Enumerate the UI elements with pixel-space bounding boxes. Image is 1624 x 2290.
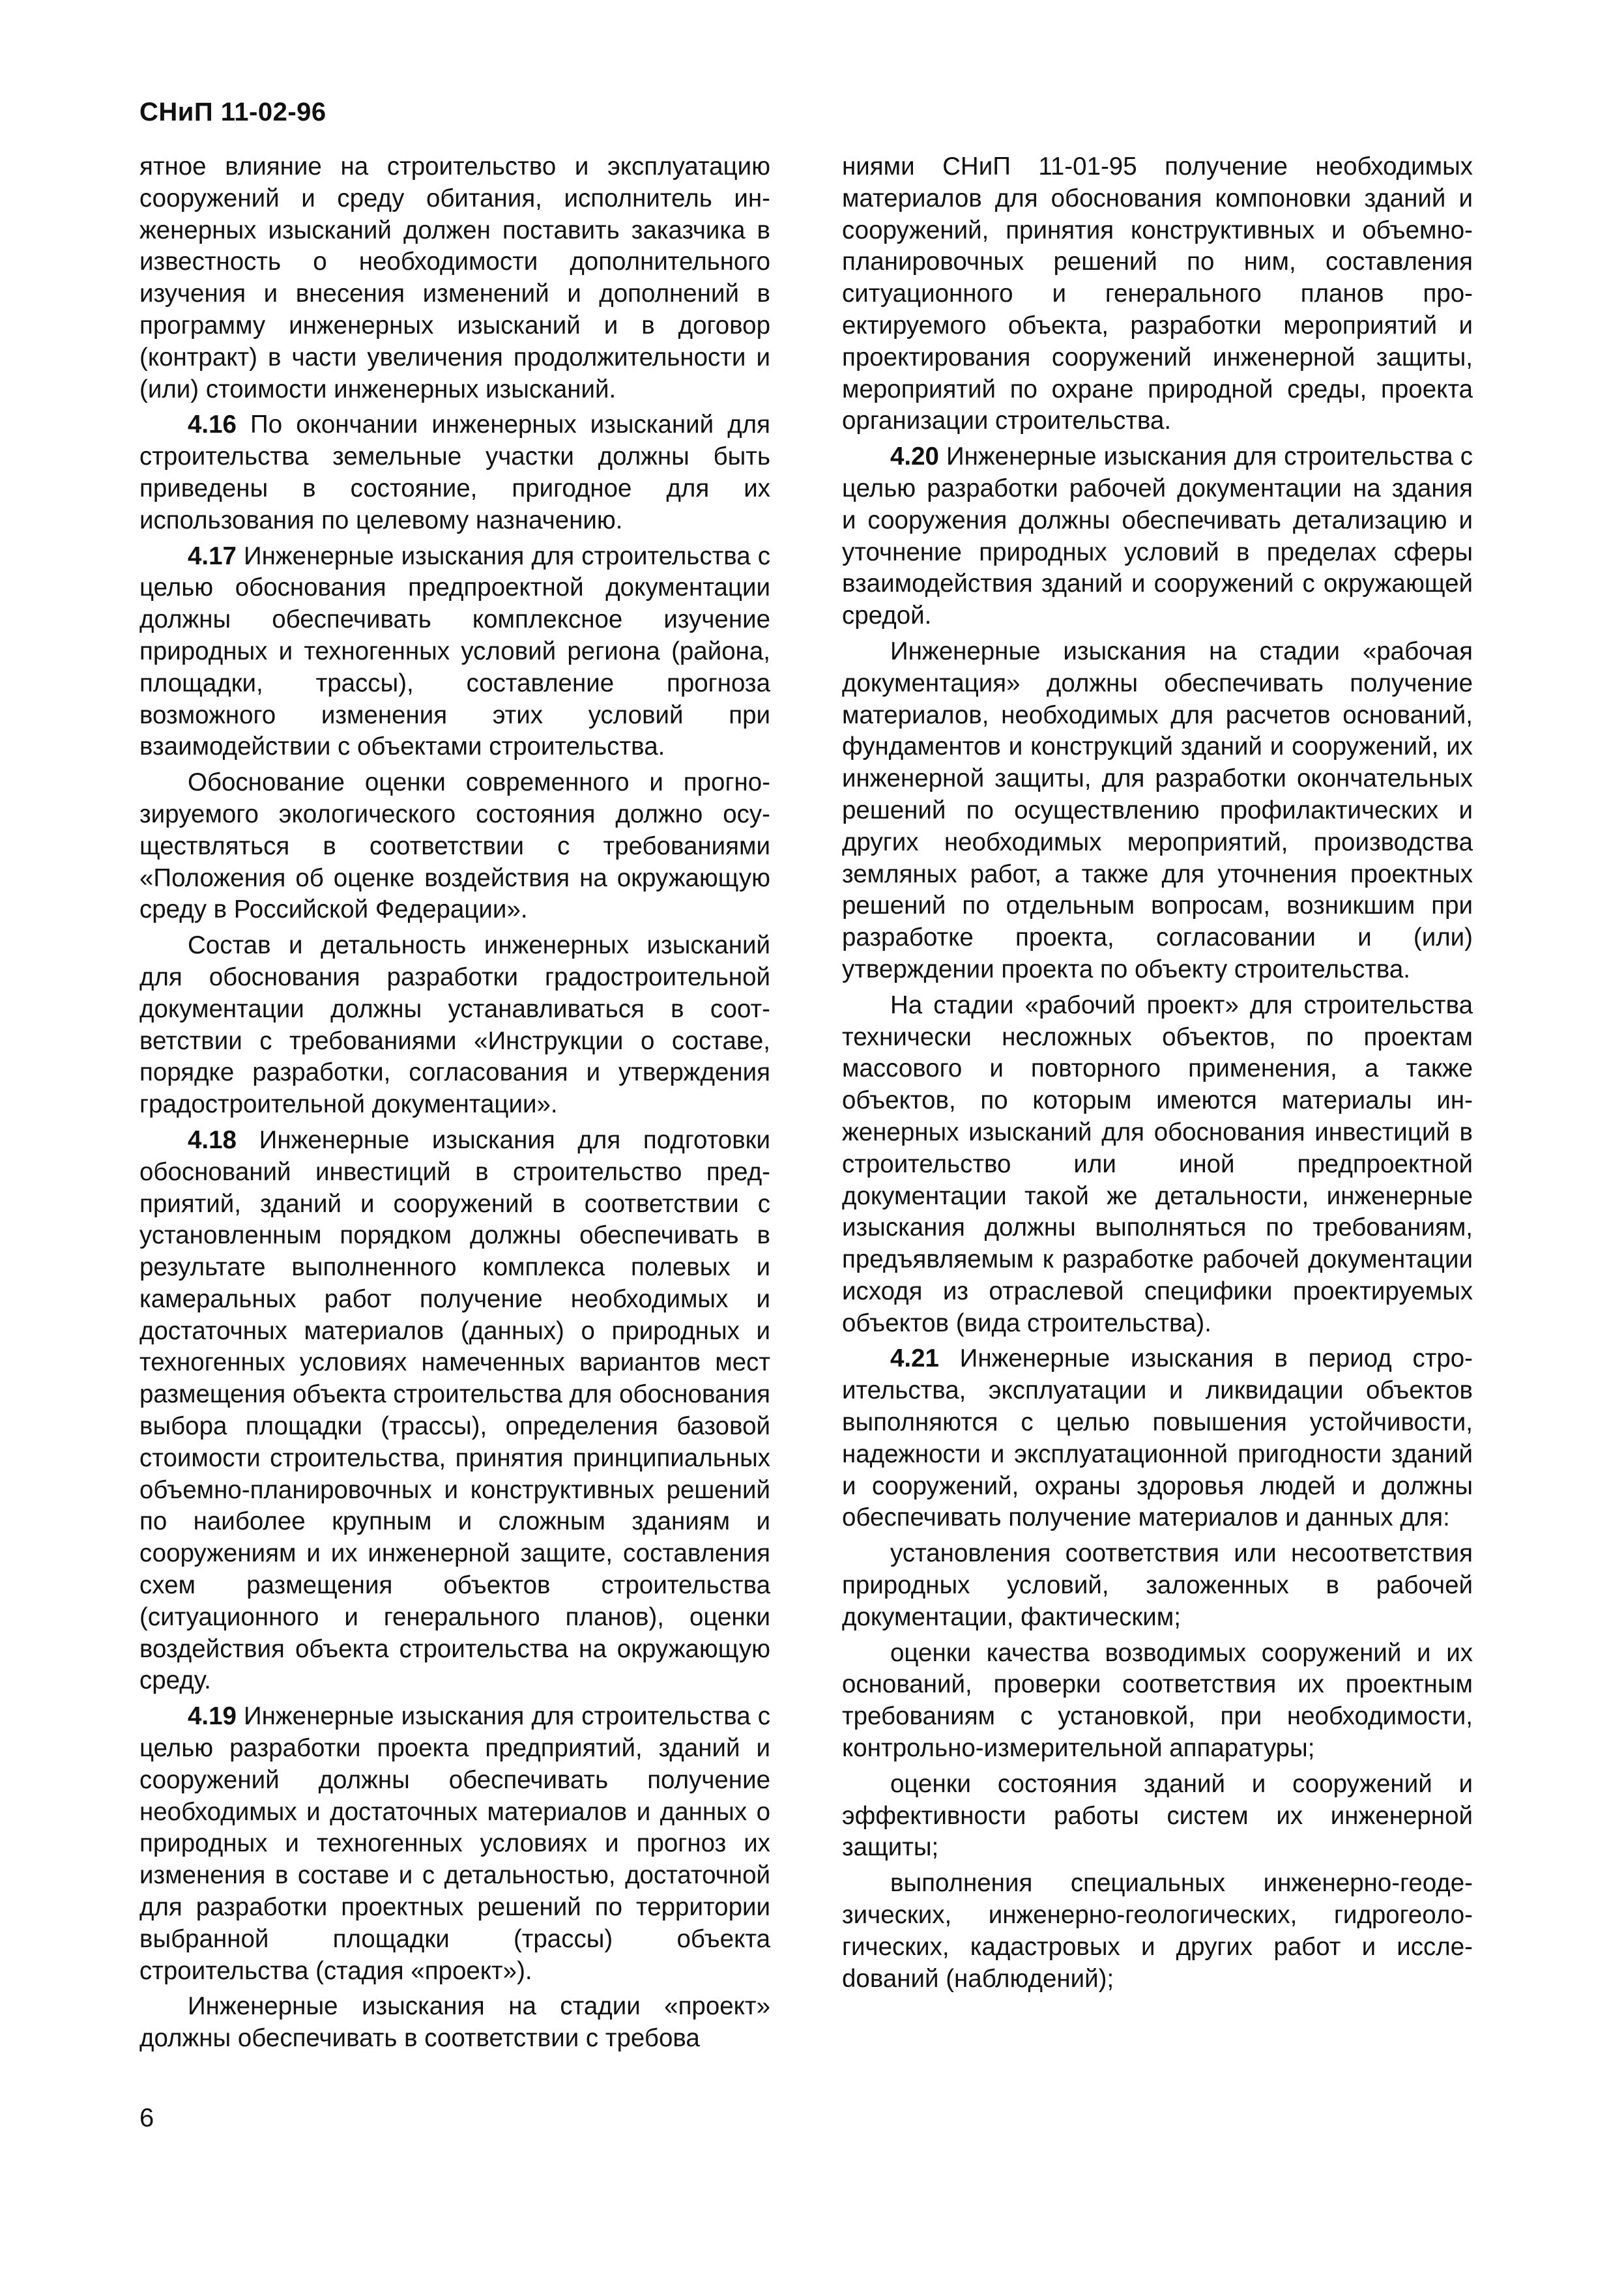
clause-text: Инженерные изыскания для строительства с целью разработки проекта предприятий, зданий и сооружений должны обеспечивать получение необходимых и достаточных материалов и данных о природных и техногенных условиях и прогноз их изменения в составе и с детальностью, достаточной для разработки проектных решений по территории выбранной площадки (трассы) объекта строительства (стадия «проект»).: [139, 1702, 770, 1985]
clause-text: Инженерные изыскания для строительства с целью обоснования предпроектной документации должны обеспечивать комплексное изучение природных и техногенных условий региона (района, площадки, трассы), составление прогноза возможного изменения этих условий при взаимодействии с объектами строительства.: [139, 542, 770, 761]
list-item: выполнения специальных инженерно-геодезических, инженерно-геологических, гидрогеологических, кадастровых и других работ и исслеdований (наблюдений);: [842, 1869, 1473, 1993]
clause-4-16: [139, 409, 770, 536]
clause-text: Инженерные изыскания для подготовки обоснований инвестиций в строительство предприятий, зданий и сооружений в соответствии с установленным порядком должны обеспечивать в результате выполненного комплекса полевых и камеральных работ получение необходимых и достаточных материалов (данных) о природных и техногенных условиях намеченных вариантов мест размещения объекта строительства для обоснования выбора площадки (трассы), определения базовой стоимости строительства, принятия принципиальных объемно-планировочных и конструктивных решений по наиболее крупным и сложным зданиям и сооружениям и их инженерной защите, составления схем размещения объектов строительства (ситуационного и генерального планов), оценки воздействия объекта строительства на окружающую среду.: [139, 1125, 770, 1695]
page-number: 6: [139, 2104, 154, 2132]
clause-4-21: [842, 1343, 1473, 1534]
paragraph-working-docs: Инженерные изыскания на стадии «рабочая документация» должны обеспечивать получение материалов, необходимых для расчетов оснований, фундаментов и конструкций зданий и сооружений, их инженерной защиты, для разработки окончательных решений по осуществлению профилактических и других необходимых мероприятий, производства земляных работ, а также для уточнения проектных решений по отдельным вопросам, возникшим при разработке проекта, согласовании и (или) утверждении проекта по объекту строительства.: [842, 637, 1473, 983]
clause-4-19: [139, 1701, 770, 1987]
paragraph-continued: ниями СНиП 11-01-95 получение необходимых материалов для обоснования компоновки зданий и сооружений, принятия конструктивных и объемно-планировочных решений по ним, составления ситуационного и генерального планов проектируемого объекта, разработки мероприятий и проектирования сооружений инженерной защиты, мероприятий по охране природной среды, проекта организации строительства.: [842, 152, 1473, 435]
list-item: оценки качества возводимых сооружений и их оснований, проверки соответствия их проектным требованиям с установкой, при необходимости, контрольно-измерительной аппаратуры;: [842, 1638, 1473, 1763]
paragraph-continued: ятное влияние на строительство и эксплуатацию сооружений и среду обитания, исполнитель инженерных изысканий должен поставить заказчика в известность о необходимости дополнительного изучения и внесения изменений и дополнений в программу инженерных изысканий и в договор (контракт) в части увеличения продолжительности и (или) стоимости инженерных изысканий.: [139, 152, 770, 403]
list-item: оценки состояния зданий и сооружений и эффективности работы систем их инженерной защиты;: [842, 1769, 1473, 1862]
paragraph-ecology: Обоснование оценки современного и прогнозируемого экологического состояния должно осуществляться в соответствии с требованиями «Положения об оценке воздействия на окружающую среду в Российской Федерации».: [139, 768, 770, 924]
clause-text: По окончании инженерных изысканий для строительства земельные участки должны быть приведены в состояние, пригодное для их использования по целевому назначению.: [139, 411, 770, 534]
clause-4-20: [842, 441, 1473, 632]
clause-number: 4.19: [188, 1702, 237, 1731]
paragraph-working-project: На стадии «рабочий проект» для строительства технически несложных объектов, по проектам массового и повторного применения, а также объектов, по которым имеются материалы инженерных изысканий для обоснования инвестиций в строительство или иной предпроектной документации такой же детальности, инженерные изыскания должны выполняться по требованиям, предъявляемым к разработке рабочей документации исходя из отраслевой специфики проектируемых объектов (вида строительства).: [842, 991, 1473, 1337]
clause-text: Инженерные изыскания для строительства с целью разработки рабочей документации на здания и сооружения должны обеспечивать детализацию и уточнение природных условий в пределах сферы взаимодействия зданий и сооружений с окружающей средой.: [842, 442, 1473, 630]
document-code-header: СНиП 11-02-96: [139, 98, 326, 126]
list-item: установления соответствия или несоответствия природных условий, заложенных в рабочей документации, фактическим;: [842, 1539, 1473, 1631]
clause-number: 4.20: [890, 442, 939, 471]
clause-number: 4.21: [890, 1344, 939, 1373]
clause-4-18: [139, 1125, 770, 1697]
clause-number: 4.18: [188, 1125, 237, 1154]
paragraph-project-stage: Инженерные изыскания на стадии «проект» должны обеспечивать в соответствии с требова: [139, 1992, 770, 2053]
clause-text: Инженерные изыскания в период строительства, эксплуатации и ликвидации объектов выполняются с целью повышения устойчивости, надежности и эксплуатационной пригодности зданий и сооружений, охраны здоровья людей и должны обеспечивать получение материалов и данных для:: [842, 1344, 1473, 1532]
left-text-column: [139, 151, 770, 2059]
clause-number: 4.17: [188, 542, 237, 570]
right-text-column: [842, 151, 1473, 1999]
paragraph-composition: Состав и детальность инженерных изысканий для обоснования разработки градостроительной документации должны устанавливаться в соответствии с требованиями «Инструкции о составе, порядке разработки, согласования и утверждения градостроительной документации».: [139, 931, 770, 1119]
clause-4-17: [139, 541, 770, 764]
clause-number: 4.16: [188, 411, 237, 439]
